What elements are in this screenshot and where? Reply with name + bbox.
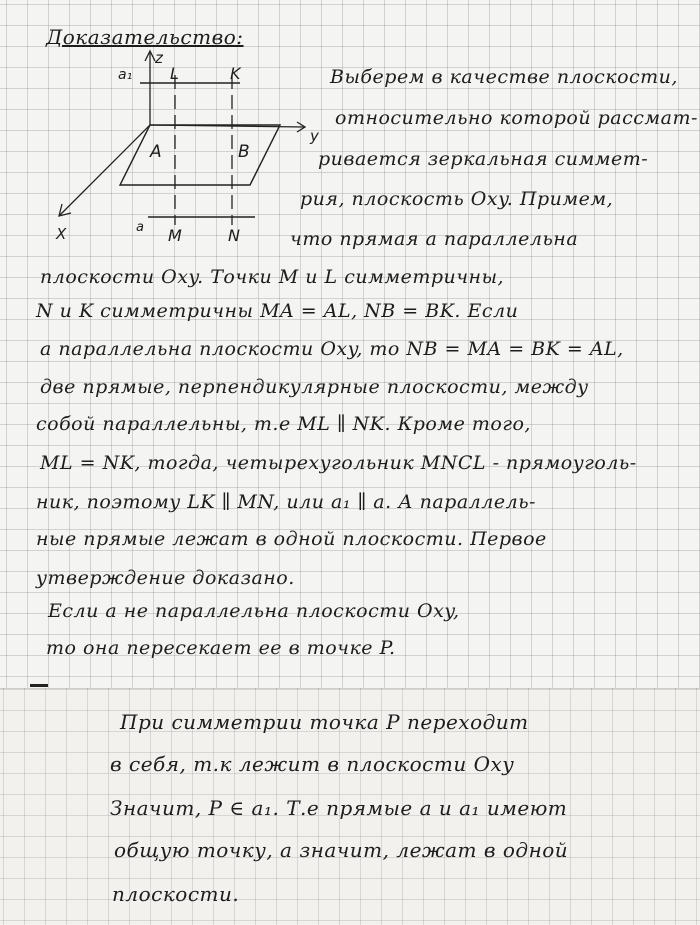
label-m: M bbox=[168, 226, 182, 245]
label-a-line: a bbox=[136, 220, 144, 235]
proof-line: ные прямые лежат в одной плоскости. Первое bbox=[36, 528, 547, 550]
x-axis bbox=[60, 125, 150, 215]
label-a-point: A bbox=[150, 142, 162, 162]
proof-line: рия, плоскость Oxy. Примем, bbox=[300, 188, 614, 210]
label-x: X bbox=[56, 225, 67, 243]
label-b-point: B bbox=[238, 142, 250, 162]
proof-line: утверждение доказано. bbox=[36, 567, 295, 589]
proof-line: то она пересекает ее в точке P. bbox=[46, 637, 396, 659]
proof-line: относительно которой рассмат- bbox=[335, 107, 698, 129]
symmetry-diagram bbox=[40, 45, 320, 245]
proof-line: что прямая a параллельна bbox=[290, 228, 579, 250]
continuation-line: общую точку, а значит, лежат в одной bbox=[114, 838, 569, 862]
label-l: L bbox=[170, 64, 179, 83]
plane-oxy-parallelogram bbox=[120, 125, 280, 185]
second-sheet bbox=[0, 688, 700, 925]
label-a1: a₁ bbox=[118, 67, 133, 83]
label-n: N bbox=[228, 226, 240, 245]
label-y: y bbox=[310, 127, 319, 145]
page-edge-mark bbox=[30, 684, 48, 687]
proof-line: ник, поэтому LK ∥ MN, или a₁ ∥ a. А параллель- bbox=[36, 491, 536, 513]
proof-line: плоскости Oxy. Точки M и L симметричны, bbox=[40, 266, 505, 288]
proof-line: ML = NK, тогда, четырехугольник MNCL - прямоуголь- bbox=[40, 452, 637, 474]
proof-line: a параллельна плоскости Oxy, то NB = MA = BK = AL, bbox=[40, 338, 624, 360]
continuation-line: плоскости. bbox=[112, 882, 240, 906]
label-z: z bbox=[155, 49, 163, 67]
continuation-line: Значит, P ∈ a₁. Т.е прямые a и a₁ имеют bbox=[110, 796, 568, 820]
proof-line: две прямые, перпендикулярные плоскости, между bbox=[40, 376, 589, 398]
proof-line: N и K симметричны MA = AL, NB = BK. Если bbox=[36, 300, 519, 322]
label-k: K bbox=[230, 64, 241, 83]
proof-line: ривается зеркальная симмет- bbox=[318, 148, 649, 170]
proof-line: Выберем в качестве плоскости, bbox=[330, 66, 678, 88]
proof-line: Если a не параллельна плоскости Oxy, bbox=[48, 600, 460, 622]
proof-line: собой параллельны, т.е ML ∥ NK. Кроме того, bbox=[36, 413, 531, 435]
continuation-line: При симметрии точка P переходит bbox=[120, 710, 529, 734]
proof-heading: Доказательство: bbox=[46, 25, 244, 49]
continuation-line: в себя, т.к лежит в плоскости Oxy bbox=[110, 752, 515, 776]
